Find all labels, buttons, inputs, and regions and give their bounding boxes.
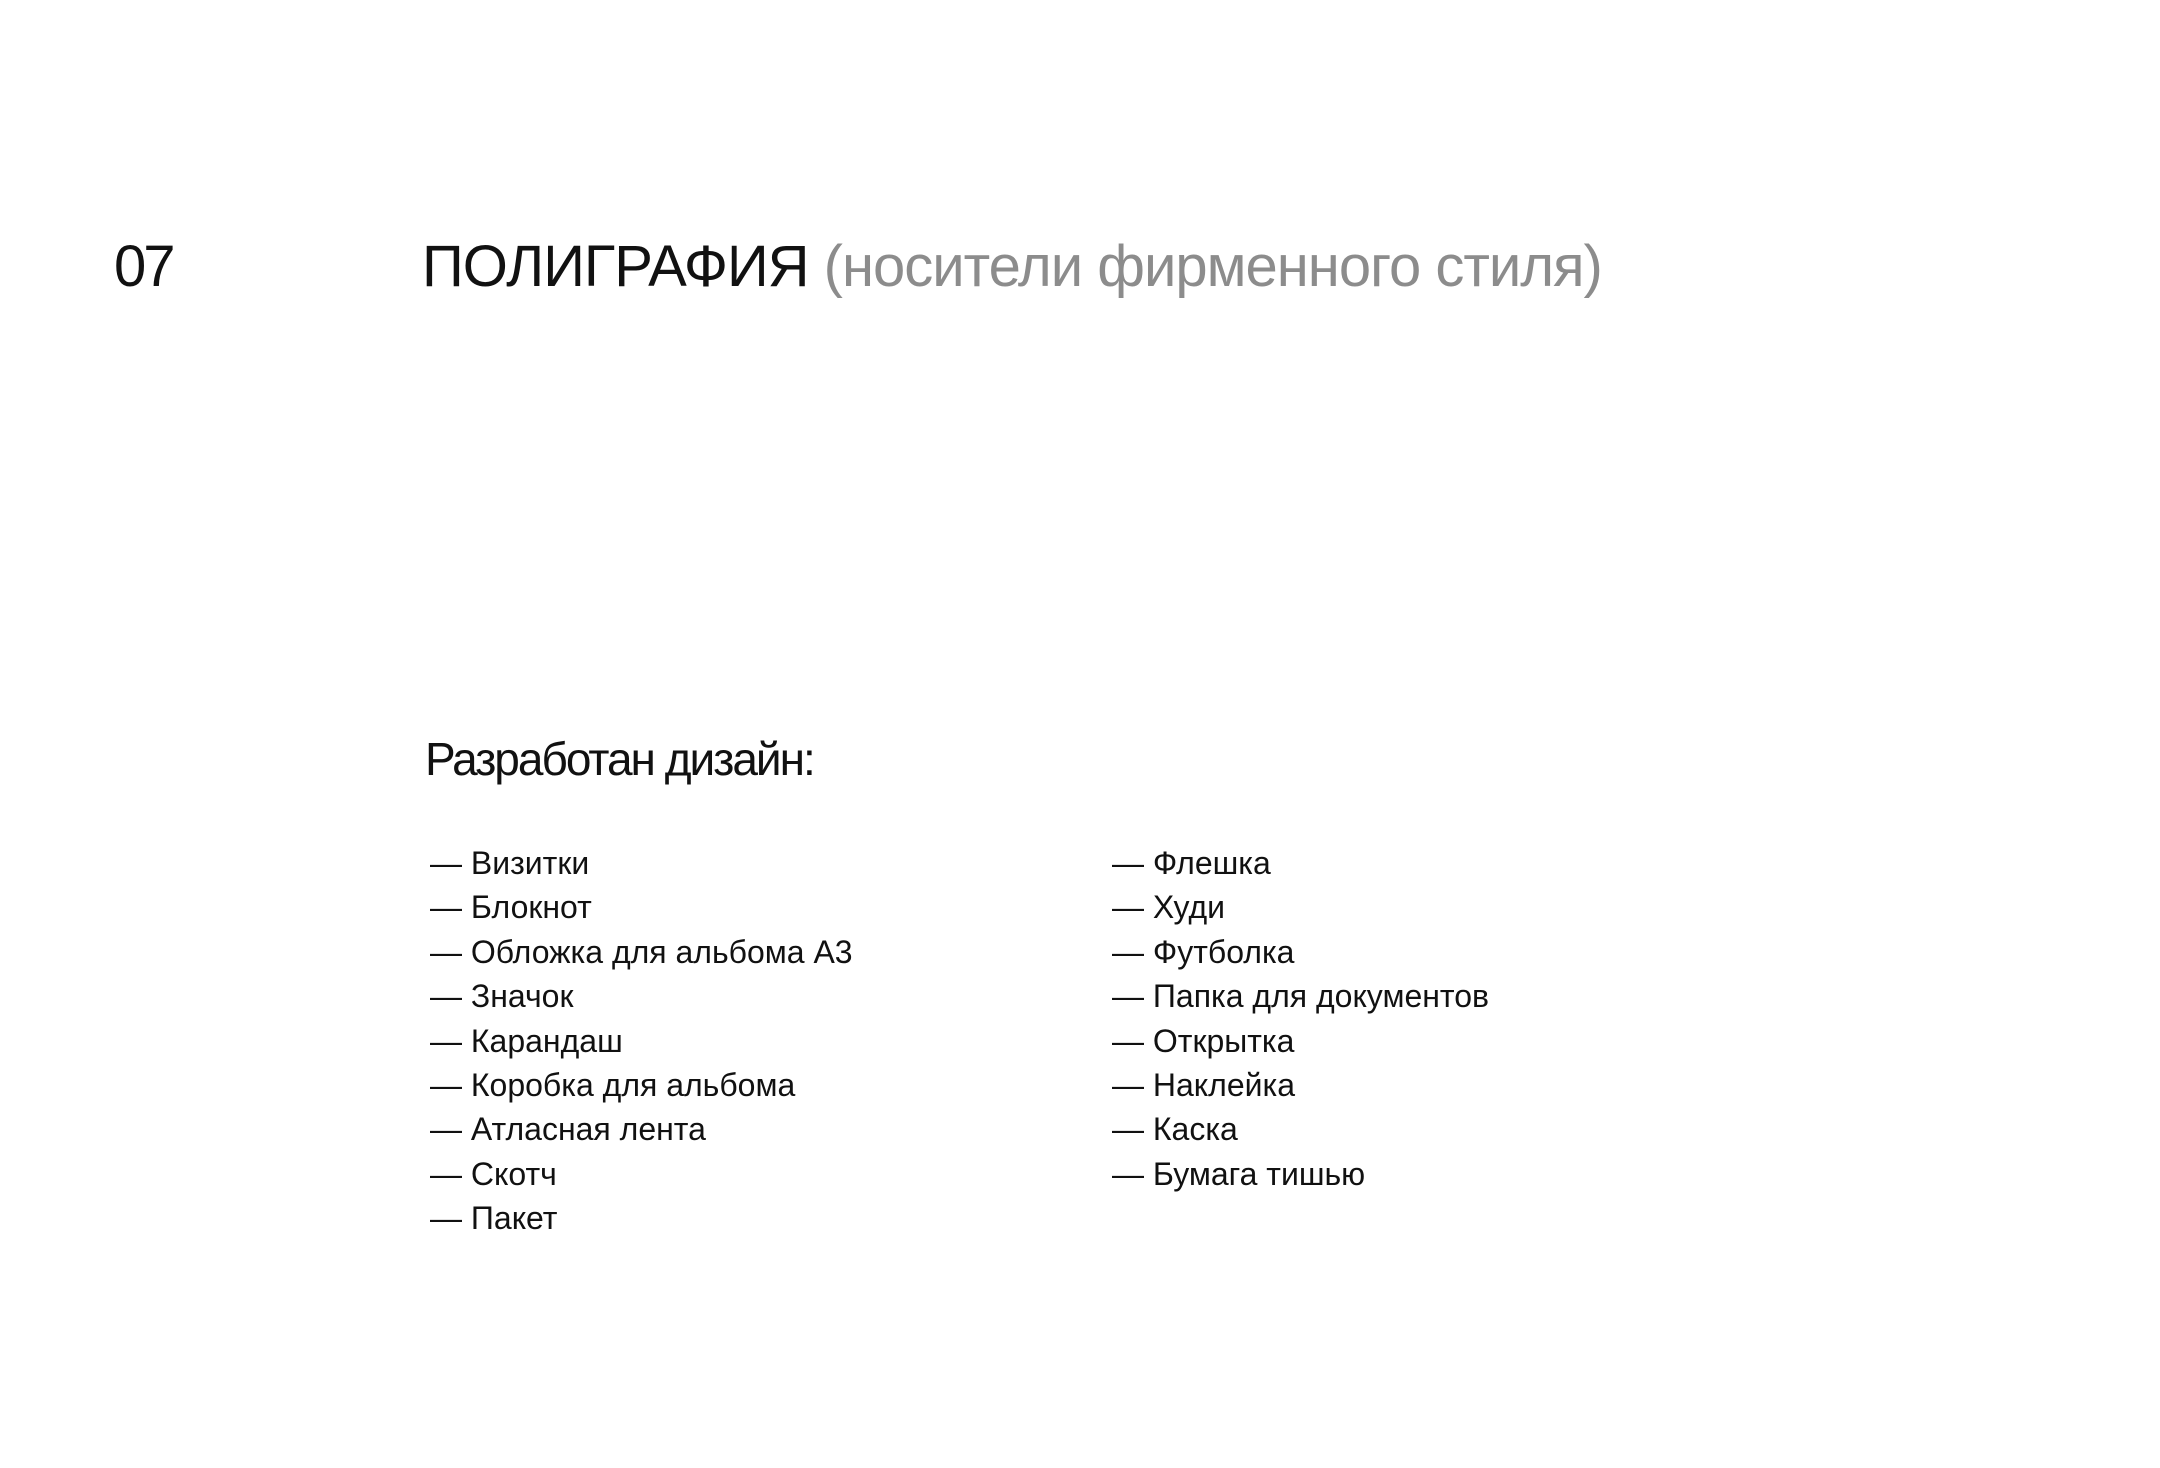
list-item: — Папка для документов (1112, 978, 1489, 1015)
list-item: — Значок (430, 978, 574, 1015)
deliverables-list-left (430, 841, 853, 1241)
list-item: — Карандаш (430, 1022, 623, 1059)
design-developed-heading: Разработан дизайн: (425, 733, 814, 785)
list-item: — Атласная лента (430, 1111, 706, 1148)
list-item: — Скотч (430, 1155, 557, 1192)
section-title (422, 232, 1602, 302)
section-title-subtitle: (носители фирменного стиля) (823, 234, 1602, 299)
list-item: — Пакет (430, 1200, 558, 1237)
section-title-main: ПОЛИГРАФИЯ (422, 234, 809, 299)
list-item: — Худи (1112, 889, 1226, 926)
list-item: — Каска (1112, 1111, 1238, 1148)
list-item: — Коробка для альбома (430, 1066, 796, 1103)
deliverables-list-right (1112, 841, 1489, 1196)
list-item: — Футболка (1112, 933, 1295, 970)
list-item: — Наклейка (1112, 1066, 1295, 1103)
list-item: — Визитки (430, 845, 590, 881)
list-item: — Флешка (1112, 845, 1271, 881)
list-item: — Открытка (1112, 1022, 1295, 1059)
list-item: — Обложка для альбома А3 (430, 933, 853, 970)
list-item: — Бумага тишью (1112, 1155, 1366, 1192)
list-item: — Блокнот (430, 889, 592, 926)
section-number: 07 (114, 234, 173, 299)
